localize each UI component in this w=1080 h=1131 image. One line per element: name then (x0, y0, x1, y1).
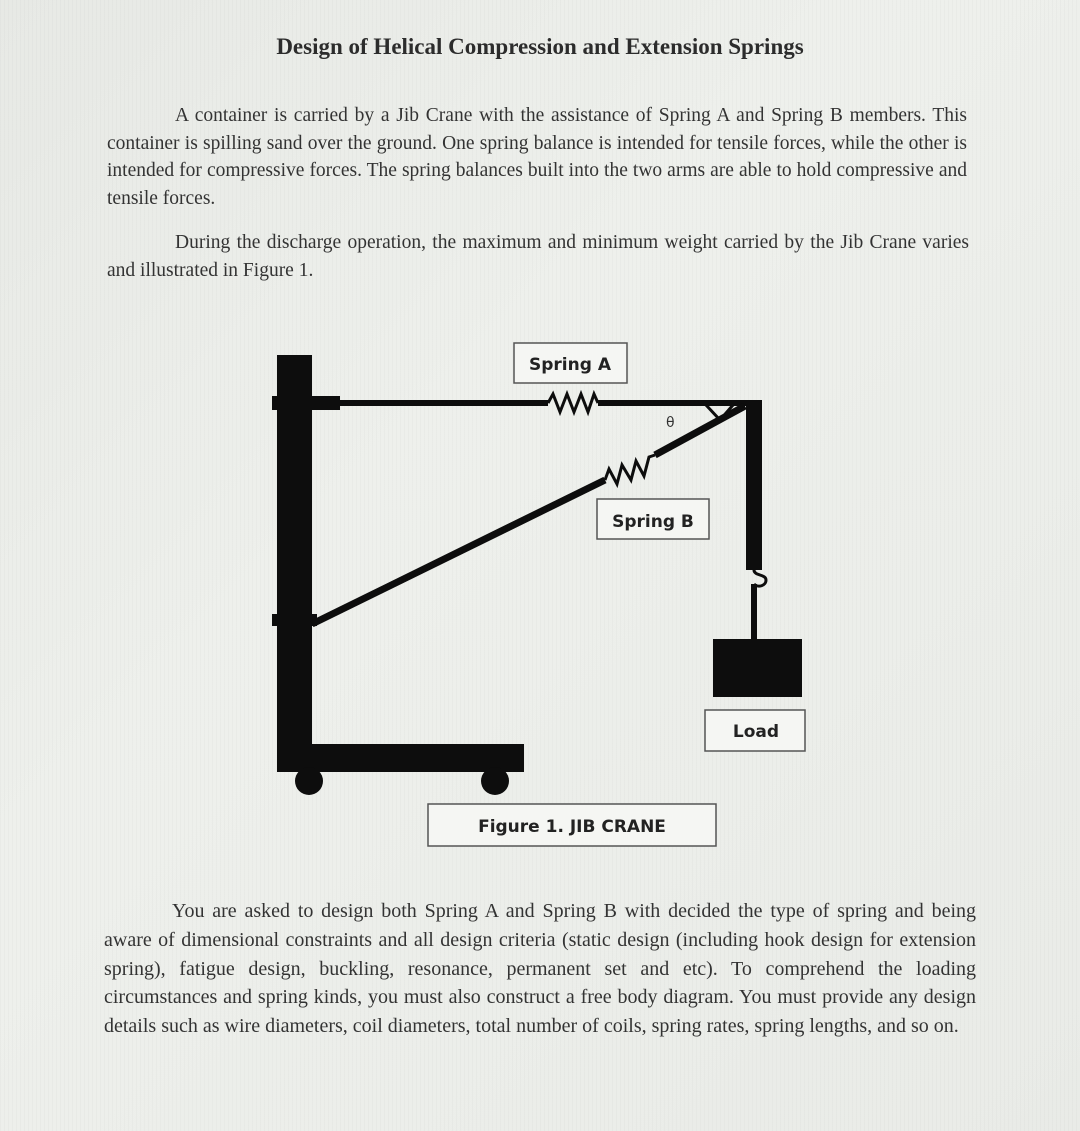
angle-theta-label: θ (666, 415, 675, 431)
hanging-post (746, 400, 762, 570)
spring-a-label: Spring A (529, 355, 611, 375)
crane-base (277, 744, 524, 772)
paragraph-intro-text: A container is carried by a Jib Crane with the assistance of Spring A and Spring B members. This container is spilling sand over the ground. One spring balance is intended for tensile forces, while the other is intended for compressive forces. The spring balances built into the two arms are able to hold compressive and tensile forces. (107, 105, 967, 209)
spring-b-coil (605, 455, 655, 484)
load-label: Load (732, 722, 780, 742)
paragraph-task-text: You are asked to design both Spring A and Spring B with decided the type of spring and being aware of dimensional constraints and all design criteria (static design (including hook design for extension spring), fatigue design, buckling, resonance, permanent set and etc). To comprehend the loading circumstances and spring kinds, you must also construct a free body diagram. You must provide any design details such as wire diameters, coil diameters, total number of coils, spring rates, spring lengths, and so on. (104, 900, 976, 1038)
diagonal-arm-lower (312, 480, 605, 624)
hook (754, 570, 766, 586)
crane-mast (277, 355, 312, 770)
right-wheel (481, 767, 509, 795)
document-title: Design of Helical Compression and Extension Springs (276, 34, 804, 59)
lower-bracket (272, 614, 317, 626)
spring-a-coil (548, 394, 598, 412)
left-wheel (295, 767, 323, 795)
paragraph-task (104, 897, 976, 1041)
paragraph-discharge-text: During the discharge operation, the maximum and minimum weight carried by the Jib Crane varies and illustrated in Figure 1. (107, 232, 969, 281)
spring-b-label: Spring B (612, 512, 694, 532)
load-block (713, 639, 802, 697)
figure-caption: Figure 1. JIB CRANE (478, 817, 666, 837)
